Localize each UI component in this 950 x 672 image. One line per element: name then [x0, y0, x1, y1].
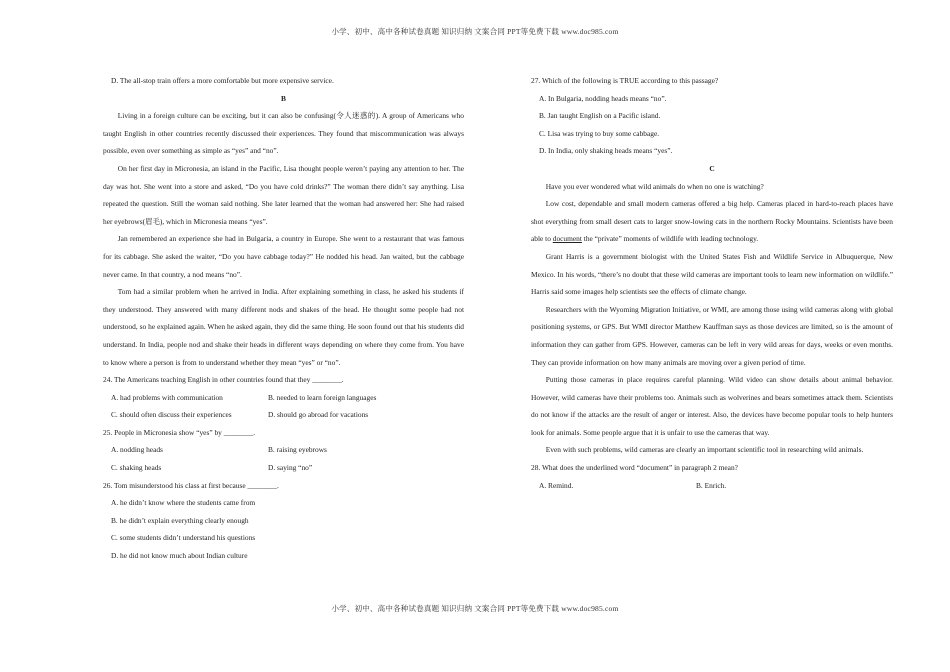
paragraph-b1: Living in a foreign culture can be exciting, but it can also be confusing(令人迷惑的). A group of Americans who taught English in other countries recently discussed their experiences. They found that miscommunication was always possible, even over something as simple as “yes” and “no”.	[103, 111, 464, 156]
page-footer: 小学、初中、高中各种试卷真题 知识归纳 文案合同 PPT等免费下载 www.doc985.com	[331, 604, 619, 613]
q25-option-a[interactable]: A. nodding heads	[111, 445, 163, 455]
question-28-options-row1	[531, 477, 893, 495]
q25-option-c[interactable]: C. shaking heads	[111, 463, 162, 473]
paragraph-b2: On her first day in Micronesia, an island in the Pacific, Lisa thought people weren’t paying any attention to her. The day was hot. She went into a store and asked, “Do you have cold drinks?” The woman there didn’t say anything. Lisa repeated the question. Still the woman said nothing. She later learned that the woman had answered her: She had raised her eyebrows(眉毛), which in Micronesia means “yes”.	[103, 163, 464, 226]
q25-option-b[interactable]: B. raising eyebrows	[268, 445, 327, 455]
question-24: 24. The Americans teaching English in other countries found that they ________.	[103, 375, 344, 385]
page-header: 小学、初中、高中各种试卷真题 知识归纳 文案合同 PPT等免费下载 www.doc985.com	[331, 27, 619, 36]
paragraph-c-intro: Have you ever wondered what wild animals do when no one is watching?	[545, 181, 764, 191]
question-24-options-row2	[103, 406, 464, 424]
question-24-options-row1	[103, 389, 464, 407]
q27-option-b[interactable]: B. Jan taught English on a Pacific island.	[539, 111, 661, 121]
q24-option-b[interactable]: B. needed to learn foreign languages	[268, 392, 377, 402]
q28-option-a[interactable]: A. Remind.	[539, 480, 574, 490]
q25-option-d[interactable]: D. saying “no”	[268, 463, 313, 473]
question-28: 28. What does the underlined word “document” in paragraph 2 mean?	[531, 463, 738, 473]
paragraph-c4: Putting those cameras in place requires careful planning. Wild video can show details about animal behavior. However, wild cameras have their problems too. Animals such as wolverines and bears sometimes attack them. Scientists do not know if the attacks are the result of anger or interest. Also, the devices have become popular tools to help hunters look for animals. Some people argue that it is unfair to use the cameras that way.	[531, 375, 893, 437]
q26-option-a[interactable]: A. he didn’t know where the students came from	[111, 498, 256, 508]
question-25: 25. People in Micronesia show “yes” by ________.	[103, 427, 256, 437]
question-25-options-row1	[103, 441, 464, 459]
paragraph-b3: Jan remembered an experience she had in Bulgaria, a country in Europe. She went to a restaurant that was famous for its cabbage. She asked the waiter, “Do you have cabbage today?” He nodded his head. Jan waited, but the cabbage never came. In that country, a nod means “no”.	[103, 234, 464, 279]
underlined-word-document: document	[552, 234, 582, 244]
section-b-label: B	[281, 93, 286, 103]
q26-option-b[interactable]: B. he didn’t explain everything clearly enough	[111, 515, 249, 525]
right-column	[531, 72, 893, 494]
q24-option-d[interactable]: D. should go abroad for vacations	[268, 410, 369, 420]
question-25-options-row2	[103, 459, 464, 477]
q24-option-a[interactable]: A. had problems with communication	[111, 392, 223, 402]
q26-option-d[interactable]: D. he did not know much about Indian culture	[111, 551, 248, 561]
q28-option-b[interactable]: B. Enrich.	[696, 480, 727, 490]
left-column	[103, 72, 464, 565]
paragraph-c2: Grant Harris is a government biologist with the United States Fish and Wildlife Service in Albuquerque, New Mexico. In his words, “there’s no doubt that these wild cameras are important tools to learn new information on wildlife.” Harris said some images help scientists see the effects of climate change.	[531, 251, 893, 297]
q24-option-c[interactable]: C. should often discuss their experiences	[111, 410, 232, 420]
q27-option-a[interactable]: A. In Bulgaria, nodding heads means “no”.	[539, 93, 667, 103]
paragraph-c1	[531, 195, 893, 248]
paragraph-c3: Researchers with the Wyoming Migration Initiative, or WMI, are among those using wild cameras along with global positioning systems, or GPS. But WMI director Matthew Kauffman says as those devices are limited, so is the amount of information they can gather from GPS. However, cameras can be left in very wild areas for days, weeks or even months. They can provide information on how many animals are moving over a given period of time.	[531, 304, 893, 367]
q26-option-c[interactable]: C. some students didn’t understand his questions	[111, 533, 256, 543]
paragraph-c1-after: the “private” moments of wildlife with leading technology.	[581, 234, 759, 244]
paragraph-c1-before: Low cost, dependable and small modern cameras offered a big help. Cameras placed in hard-to-reach places have shot everything from small desert cats to larger snow-lowing cats in the northern Rocky Mountains. Scientists have been able to	[531, 199, 893, 244]
section-c-label: C	[709, 163, 715, 173]
question-26: 26. Tom misunderstood his class at first because ________.	[103, 480, 279, 490]
q27-option-c[interactable]: C. Lisa was trying to buy some cabbage.	[539, 128, 660, 138]
paragraph-c5: Even with such problems, wild cameras are clearly an important scientific tool in researching wild animals.	[545, 445, 864, 455]
q27-option-d[interactable]: D. In India, only shaking heads means “yes”.	[539, 146, 673, 156]
paragraph-b4: Tom had a similar problem when he arrived in India. After explaining something in class, he asked his students if they understood. They answered with many different nods and shakes of the head. He thought some people had not understood, so he explained again. When he asked again, they did the same thing. He soon found out that his students did understand. In India, people nod and shake their heads in different ways depending on where they come from. You have to know where a person is from to understand whether they mean “yes” or “no”.	[103, 287, 464, 367]
option-d-prev: D. The all-stop train offers a more comfortable but more expensive service.	[111, 76, 334, 85]
question-27: 27. Which of the following is TRUE according to this passage?	[531, 76, 719, 85]
